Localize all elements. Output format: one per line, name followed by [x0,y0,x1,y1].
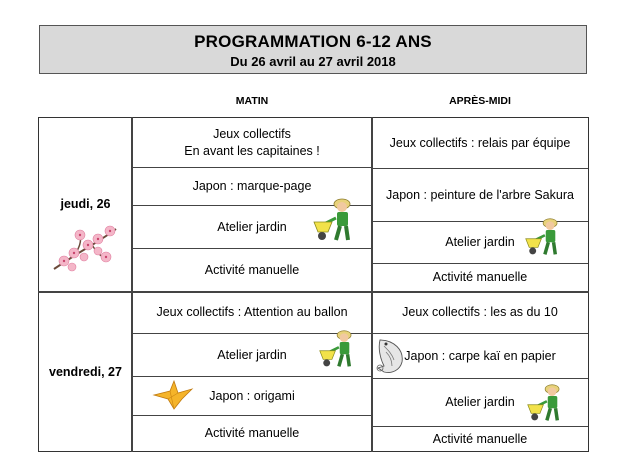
activity-thu-am-2: Japon : marque-page [192,179,312,193]
activity-thu-am-4: Activité manuelle [204,262,300,277]
activity-fri-pm-2: Japon : carpe kaï en papier [404,348,556,363]
activity-fri-pm-4: Activité manuelle [432,431,528,446]
gardener-wheelbarrow-icon [312,196,358,244]
activity-thu-pm-4: Activité manuelle [432,270,528,284]
program-header [39,25,587,74]
carp-fish-icon [374,336,408,376]
activity-thu-pm-2: Japon : peinture de l'arbre Sakura [386,187,574,202]
day-label-thursday: jeudi, 26 [60,197,111,211]
program-title: PROGRAMMATION 6-12 ANS [194,32,432,51]
column-header-morning: MATIN [235,95,269,107]
activity-thu-am-1 [132,118,372,167]
gardener-wheelbarrow-icon [526,380,566,426]
gardener-wheelbarrow-icon [318,326,358,372]
activity-thu-pm-1: Jeux collectifs : relais par équipe [389,135,571,150]
activity-fri-pm-3: Atelier jardin [445,395,515,409]
gardener-wheelbarrow-icon [524,214,564,260]
activity-line: En avant les capitaines ! [184,143,320,158]
column-header-afternoon: APRÈS-MIDI [449,95,511,107]
day-label-friday: vendredi, 27 [49,365,122,379]
cherry-blossom-icon [52,223,118,273]
activity-line: Jeux collectifs [213,126,291,141]
activity-fri-am-1: Jeux collectifs : Attention au ballon [156,305,348,319]
activity-fri-am-4: Activité manuelle [204,426,300,440]
activity-thu-am-3: Atelier jardin [217,219,287,234]
activity-fri-pm-1: Jeux collectifs : les as du 10 [402,305,558,319]
activity-thu-pm-3: Atelier jardin [445,235,515,249]
origami-crane-icon [152,379,194,411]
program-dates: Du 26 avril au 27 avril 2018 [230,54,396,69]
activity-fri-am-2: Atelier jardin [217,347,287,362]
activity-fri-am-3: Japon : origami [209,388,295,403]
